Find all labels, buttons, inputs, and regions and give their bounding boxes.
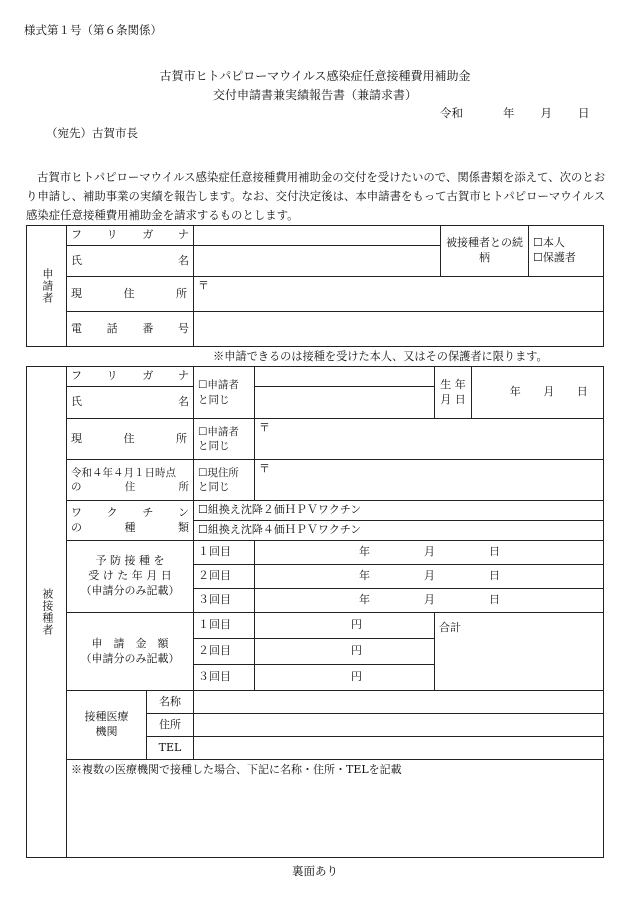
dose3-amount-field[interactable]: 円 <box>255 665 435 691</box>
vaccination-date-label: 予 防 接 種 を 受 け た 年 月 日 （申請分のみ記載） <box>67 541 194 613</box>
vaccine-2valent-checkbox[interactable]: ☐組換え沈降２価ＨＰＶワクチン <box>194 501 604 521</box>
applicant-address-field[interactable]: 〒 <box>194 277 604 312</box>
date-month-label: 月 <box>540 106 552 120</box>
clinic-tel-field[interactable] <box>194 737 604 760</box>
clinic-note: ※複数の医療機関で接種した場合、下記に名称・住所・TELを記載 <box>71 763 402 776</box>
form-title-line2: 交付申請書兼実績報告書（兼請求書） <box>212 88 417 102</box>
dose1-date-field[interactable]: 年 月 日 <box>255 541 604 565</box>
address-2022-field[interactable]: 〒 <box>255 460 604 501</box>
date-year-label: 年 <box>503 106 515 120</box>
date-era: 令和 <box>440 106 463 120</box>
address-same-as-applicant-checkbox[interactable]: ☐申請者 と同じ <box>194 419 255 460</box>
recipient-section-label: 被接種者 <box>27 367 67 858</box>
addressee: （宛先）古賀市長 <box>46 126 138 140</box>
recipient-furigana-field[interactable] <box>255 367 435 387</box>
applicant-furigana-field[interactable] <box>194 226 441 246</box>
dose3-date-field[interactable]: 年 月 日 <box>255 589 604 613</box>
dose2-date-field[interactable]: 年 月 日 <box>255 565 604 589</box>
clinic-label: 接種医療 機関 <box>67 691 147 760</box>
footer-note: 裏面あり <box>292 864 338 878</box>
dose1-amount-field[interactable]: 円 <box>255 613 435 639</box>
amount-label: 申 請 金 額 （申請分のみ記載） <box>67 613 194 691</box>
applicant-phone-field[interactable] <box>194 312 604 347</box>
recipient-table: 被接種者 フ リ ガ ナ ☐申請者 と同じ 生 年 月 日 年 月 日 氏 名 現 住 所 ☐申請者 と同じ 〒 令和４年４月１日時点 の 住 所 ☐現住所 と同じ 〒 ワ ク チ ン の 種 類 ☐組換え沈降２価ＨＰＶワクチン ☐組換え沈降４価ＨＰＶワクチン 予 防 接 種 を 受 け た 年 月 日 （申請分のみ記載） １回目 年 月 日 ２回目 年 月 日 ３回目 年 月 日 申 請 金 額 （申請分のみ記載） １回目 円 合計 ２回目 円 ３回目 円 接種医療 機関 名称 住所 TEL ※複数の医療機関で接種した場合、下記に名称・住所・TELを記載 <box>26 366 604 858</box>
relation-guardian-checkbox[interactable]: ☐保護者 <box>533 251 576 264</box>
same-as-applicant-checkbox[interactable]: ☐申請者 と同じ <box>194 367 255 419</box>
recipient-address-field[interactable]: 〒 <box>255 419 604 460</box>
form-title-line1: 古賀市ヒトパピローマウイルス感染症任意接種費用補助金 <box>159 69 471 83</box>
clinic-name-field[interactable] <box>194 691 604 714</box>
form-number: 様式第１号（第６条関係） <box>24 23 162 37</box>
relation-self-checkbox[interactable]: ☐本人 <box>533 236 565 250</box>
applicant-name-field[interactable] <box>194 246 441 277</box>
recipient-name-field[interactable] <box>255 387 435 419</box>
date-day-label: 日 <box>578 106 590 120</box>
relation-label: 被接種者との続柄 <box>441 226 529 277</box>
relation-options[interactable] <box>529 226 604 277</box>
body-text: 古賀市ヒトパピローマウイルス感染症任意接種費用補助金の交付を受けたいので、関係書類を添えて、次のとおり申請し、補助事業の実績を報告します。なお、交付決定後は、本申請書をもって古賀市ヒトパピローマウイルス感染症任意接種費用補助金を請求するものとします。 <box>26 170 606 222</box>
clinic-note-field[interactable] <box>67 760 604 858</box>
date-line <box>440 105 590 121</box>
birthdate-label: 生 年 月 日 <box>435 367 472 419</box>
applicant-note: ※申請できるのは接種を受けた本人、又はその保護者に限ります。 <box>213 350 548 363</box>
clinic-address-field[interactable] <box>194 714 604 737</box>
birthdate-field[interactable]: 年 月 日 <box>472 367 604 419</box>
applicant-section-label: 申請者 <box>27 226 67 347</box>
vaccine-4valent-checkbox[interactable]: ☐組換え沈降４価ＨＰＶワクチン <box>194 521 604 541</box>
total-label: 合計 <box>435 613 604 691</box>
same-as-current-checkbox[interactable]: ☐現住所 と同じ <box>194 460 255 501</box>
dose2-amount-field[interactable]: 円 <box>255 639 435 665</box>
applicant-table: 申請者 フ リ ガ ナ 被接種者との続柄 ☐本人 ☐保護者 氏 名 現 住 所 〒 電 話 番 号 <box>26 225 604 347</box>
